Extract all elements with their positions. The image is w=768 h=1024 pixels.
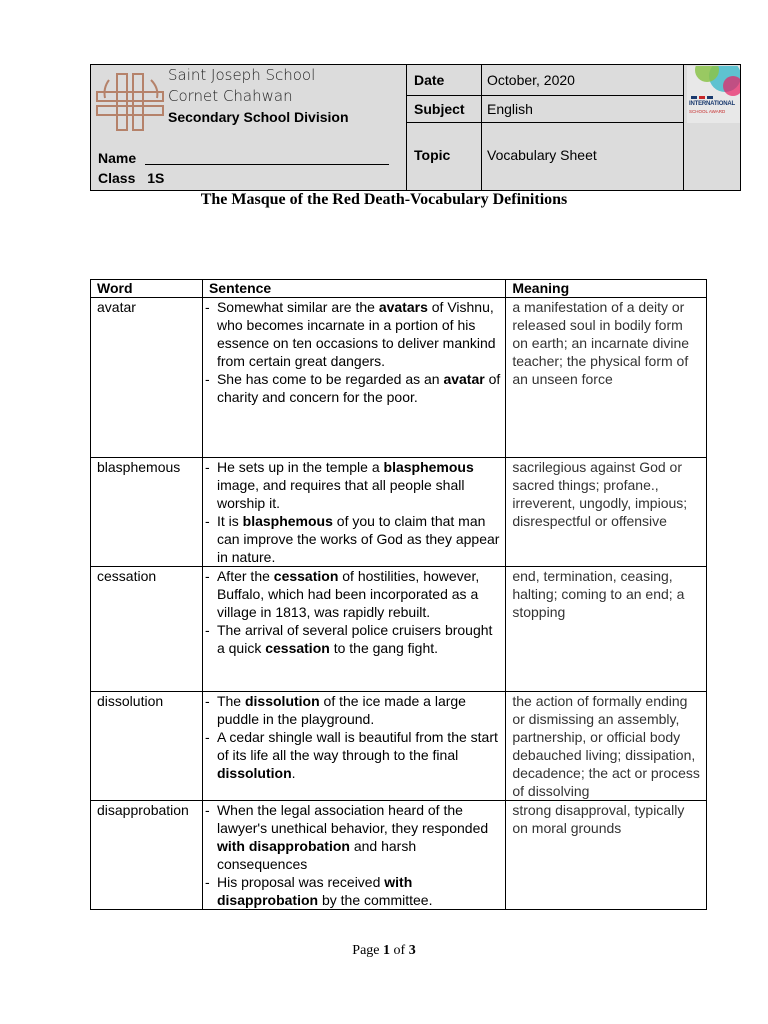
class-label: Class [98, 170, 136, 186]
vocab-word: dissolution [91, 692, 203, 801]
sentence-text [217, 728, 501, 782]
column-header-sentence: Sentence [202, 280, 505, 298]
table-row [91, 801, 707, 910]
class-value: 1S [147, 170, 165, 186]
sentence-after: by the committee. [318, 892, 433, 908]
vocab-meaning: sacrilegious against God or sacred things; profane., irreverent, ungodly, impious; disrespectful or offensive [506, 458, 707, 567]
sentence-keyword: dissolution [216, 765, 292, 781]
page-current: 1 [383, 943, 391, 958]
sentence-before: The [216, 693, 245, 709]
sentence-text [217, 512, 501, 566]
example-sentence [203, 621, 501, 657]
sentence-before: She has come to be regarded as an [216, 371, 444, 387]
vocab-sentences [202, 801, 505, 910]
example-sentence [203, 692, 501, 728]
school-location: Cornet Chahwan [168, 87, 293, 105]
sentence-text [217, 370, 501, 406]
vocab-meaning: the action of formally ending or dismissing an assembly, partnership, or official body debauched living; dissipation, decadence; the act or process of dissolving [506, 692, 707, 801]
bullet-dash: - [204, 371, 210, 387]
sentence-before: After the [216, 568, 274, 584]
school-logo [95, 70, 167, 139]
sentence-before: The arrival of several police cruisers brought a quick [216, 622, 493, 656]
document-header [90, 64, 741, 191]
award-badge-title: INTERNATIONAL [689, 101, 735, 107]
school-name: Saint Joseph School [168, 66, 316, 84]
bullet-dash: - [204, 874, 210, 890]
sentence-before: A cedar shingle wall is beautiful from the start of its life all the way through to the final [216, 729, 498, 763]
subject-label: Subject [414, 101, 465, 117]
column-header-word: Word [91, 280, 203, 298]
sentence-after: to the gang fight. [329, 640, 439, 656]
sentence-before: His proposal was received [216, 874, 385, 890]
page-word: Page [352, 943, 380, 958]
page-number [0, 943, 768, 959]
sentence-after: and harsh consequences [216, 838, 417, 872]
bullet-dash: - [204, 729, 210, 745]
school-division: Secondary School Division [168, 109, 349, 125]
sentence-after: of the ice made a large puddle in the playground. [216, 693, 466, 727]
sentence-keyword: dissolution [244, 693, 320, 709]
vocab-meaning: end, termination, ceasing, halting; coming to an end; a stopping [506, 567, 707, 692]
sentence-keyword: cessation [265, 640, 330, 656]
sentence-after: of hostilities, however, Buffalo, which had been incorporated as a village in 1813, was rapidly rebuilt. [216, 568, 480, 620]
sentence-keyword: cessation [273, 568, 339, 584]
bullet-dash: - [204, 513, 210, 529]
vocab-meaning: a manifestation of a deity or released soul in bodily form on earth; an incarnate divine teacher; the physical form of an unseen force [506, 298, 707, 458]
page-of: of [393, 943, 406, 958]
date-label: Date [414, 72, 445, 88]
sentence-after: image, and requires that all people shall worship it. [216, 477, 465, 511]
table-row [91, 458, 707, 567]
sentence-after: of charity and concern for the poor. [216, 371, 501, 405]
table-row [91, 692, 707, 801]
subject-value: English [487, 101, 533, 117]
sentence-keyword: avatars [378, 299, 428, 315]
header-divider [683, 65, 684, 190]
sentence-text [217, 692, 501, 728]
award-badge-logo [687, 66, 740, 123]
bullet-dash: - [204, 802, 210, 818]
vocab-sentences [202, 692, 505, 801]
sentence-text [217, 621, 501, 657]
header-divider [406, 122, 683, 123]
class-line [98, 170, 164, 186]
example-sentence [203, 567, 501, 621]
column-header-meaning: Meaning [506, 280, 707, 298]
vocab-word: cessation [91, 567, 203, 692]
sentence-after: of you to claim that man can improve the works of God as they appear in nature. [216, 513, 500, 565]
date-value: October, 2020 [487, 72, 575, 88]
sentence-keyword: with disapprobation [216, 874, 413, 908]
sentence-keyword: avatar [443, 371, 485, 387]
page-total: 3 [408, 943, 416, 958]
sentence-text [217, 458, 501, 512]
name-field[interactable] [145, 164, 389, 165]
sentence-before: Somewhat similar are the [216, 299, 379, 315]
table-row [91, 567, 707, 692]
example-sentence [203, 728, 501, 782]
vocab-word: disapprobation [91, 801, 203, 910]
sentence-before: It is [216, 513, 243, 529]
award-badge-subtitle: SCHOOL AWARD [689, 109, 726, 114]
sentence-text [217, 801, 501, 873]
sentence-keyword: blasphemous [242, 513, 333, 529]
bullet-dash: - [204, 459, 210, 475]
sentence-keyword: blasphemous [383, 459, 474, 475]
bullet-dash: - [204, 568, 210, 584]
example-sentence [203, 370, 501, 406]
vocab-sentences [202, 567, 505, 692]
sentence-after: . [291, 765, 296, 781]
table-header-row [91, 280, 707, 298]
sentence-after: of Vishnu, who becomes incarnate in a portion of his essence on ten occasions to deliver mankind from certain great dangers. [216, 299, 496, 369]
sentence-text [217, 298, 501, 370]
example-sentence [203, 458, 501, 512]
sentence-before: He sets up in the temple a [216, 459, 384, 475]
example-sentence [203, 298, 501, 370]
sentence-text [217, 873, 501, 909]
bullet-dash: - [204, 622, 210, 638]
sentence-before: When the legal association heard of the lawyer's unethical behavior, they responded [216, 802, 489, 836]
vocab-sentences [202, 298, 505, 458]
name-label: Name [98, 150, 137, 166]
example-sentence [203, 801, 501, 873]
table-row [91, 298, 707, 458]
vocab-sentences [202, 458, 505, 567]
bullet-dash: - [204, 299, 210, 315]
topic-value: Vocabulary Sheet [487, 147, 597, 163]
header-divider [481, 65, 482, 190]
vocabulary-table [90, 279, 707, 910]
vocab-meaning: strong disapproval, typically on moral grounds [506, 801, 707, 910]
example-sentence [203, 512, 501, 566]
header-divider [406, 65, 407, 190]
sentence-text [217, 567, 501, 621]
topic-label: Topic [414, 147, 451, 163]
bullet-dash: - [204, 693, 210, 709]
example-sentence [203, 873, 501, 909]
sentence-keyword: with disapprobation [216, 838, 350, 854]
vocab-word: avatar [91, 298, 203, 458]
header-divider [406, 95, 683, 96]
page-title: The Masque of the Red Death-Vocabulary Definitions [200, 191, 568, 208]
vocab-word: blasphemous [91, 458, 203, 567]
